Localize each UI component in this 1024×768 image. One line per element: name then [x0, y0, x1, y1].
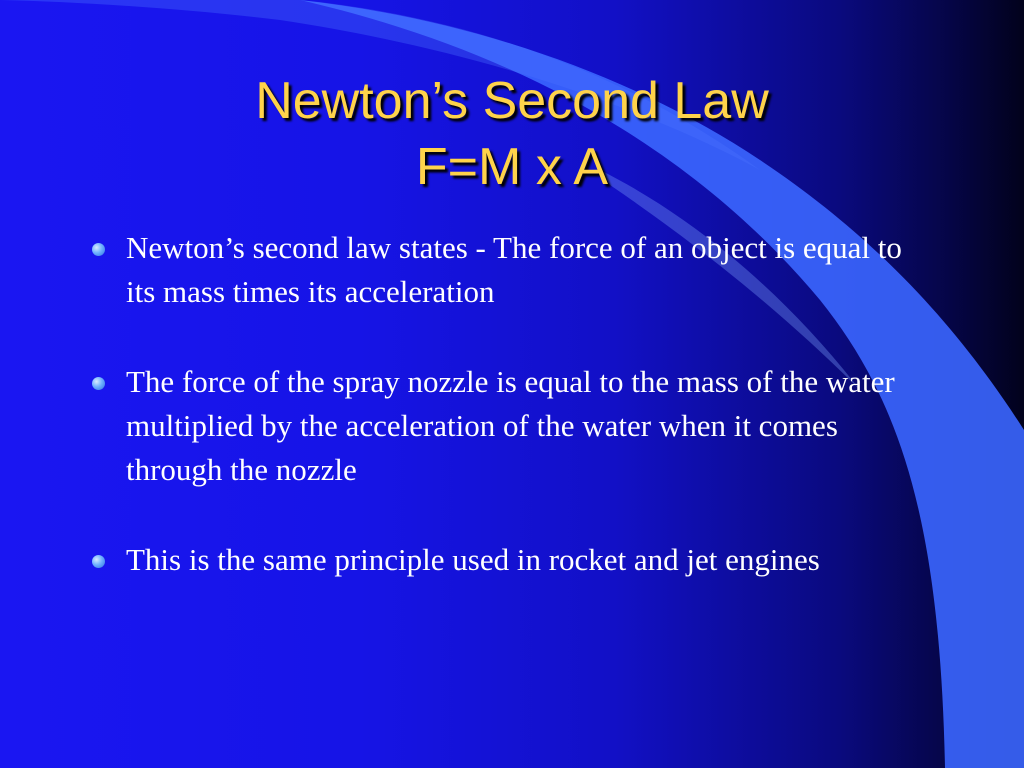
- bullet-item: [90, 538, 920, 582]
- title-line-newtons-second-law: Newton’s Second Law: [255, 72, 769, 130]
- slide-title: [0, 68, 1024, 200]
- bullet-dot-icon: [92, 243, 105, 256]
- bullet-text: This is the same principle used in rocket and jet engines: [126, 542, 820, 577]
- bullet-list: [90, 226, 920, 628]
- bullet-item: [90, 226, 920, 314]
- bullet-text: The force of the spray nozzle is equal to the mass of the water multiplied by the acceleration of the water when it comes through the nozzle: [126, 364, 895, 487]
- bullet-dot-icon: [92, 555, 105, 568]
- bullet-dot-icon: [92, 377, 105, 390]
- bullet-item: [90, 360, 920, 492]
- bullet-text: Newton’s second law states - The force of an object is equal to its mass times its acceleration: [126, 230, 902, 309]
- title-line-formula: F=M x A: [415, 138, 609, 196]
